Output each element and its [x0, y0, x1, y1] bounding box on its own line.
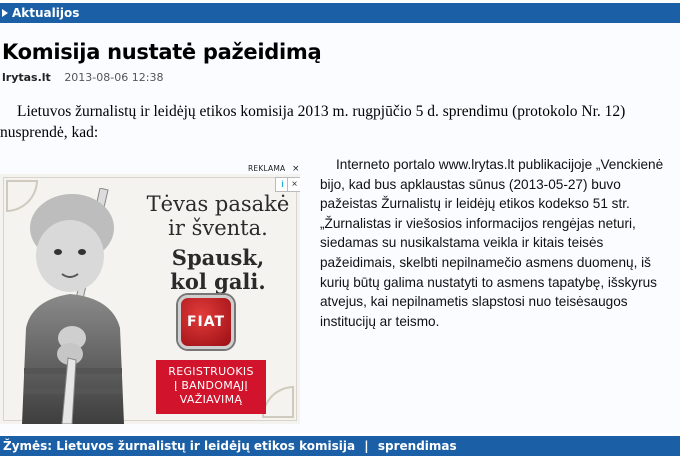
ad-headline: [138, 192, 298, 294]
cta-line: VAŽIAVIMĄ: [179, 393, 243, 406]
article-date: 2013-08-06 12:38: [64, 71, 164, 84]
ad-headline-line: Spausk,: [171, 245, 265, 270]
close-icon[interactable]: ×: [291, 164, 300, 174]
ad-headline-line: Tėvas pasakė: [146, 192, 290, 216]
article-source[interactable]: lrytas.lt: [2, 71, 51, 84]
boy-with-bat-image: [12, 188, 142, 424]
article-body: [320, 155, 675, 331]
advertisement-banner[interactable]: [0, 174, 300, 424]
tag-link[interactable]: sprendimas: [377, 439, 457, 453]
article-title: Komisija nustatė pažeidimą: [2, 40, 322, 64]
tags-bar: [0, 436, 680, 456]
arrow-right-icon: [2, 9, 8, 17]
close-icon[interactable]: ×: [287, 177, 300, 192]
article-lead: Lietuvos žurnalistų ir leidėjų etikos komisija 2013 m. rugpjūčio 5 d. sprendimu (protokolo Nr. 12) nusprendė, kad:: [0, 103, 626, 141]
ad-info-icon[interactable]: i: [275, 177, 290, 192]
section-header-bar: [0, 3, 680, 23]
ad-headline-line: kol gali.: [170, 269, 266, 294]
test-drive-button[interactable]: [156, 360, 266, 414]
cta-line: Į BANDOMĄJĮ: [174, 379, 248, 392]
article-body-text: Interneto portalo www.lrytas.lt publikacijoje „Venckienė bijo, kad bus apklaustas sūnus (2013-05-27) buvo pažeistas Žurnalistų ir leidėjų etikos kodekso 51 str. „Žurnalistas ir viešosios informacijos rengėjas neturi, siedamas su nusikalstama veikla ir kitais teisės pažeidimais, skelbti nepilnamečio asmens duomenų, iš kurių būtų galima nustatyti to asmens tapatybę, išskyrus atvejus, kai nepilnametis slapstosi nuo teisėsaugos institucijų ar teismo.: [320, 157, 664, 329]
cta-line: REGISTRUOKIS: [168, 365, 254, 378]
tags-label: Žymės:: [3, 439, 53, 453]
tag-link[interactable]: Lietuvos žurnalistų ir leidėjų etikos komisija: [56, 439, 356, 453]
ad-label: [248, 164, 300, 174]
ad-headline-line: ir šventa.: [168, 216, 268, 240]
tag-separator: |: [364, 439, 369, 453]
article-meta: [2, 71, 163, 84]
fiat-logo: FIAT: [178, 295, 234, 349]
section-title[interactable]: Aktualijos: [12, 6, 80, 20]
ad-label-text: REKLAMA: [248, 164, 286, 173]
